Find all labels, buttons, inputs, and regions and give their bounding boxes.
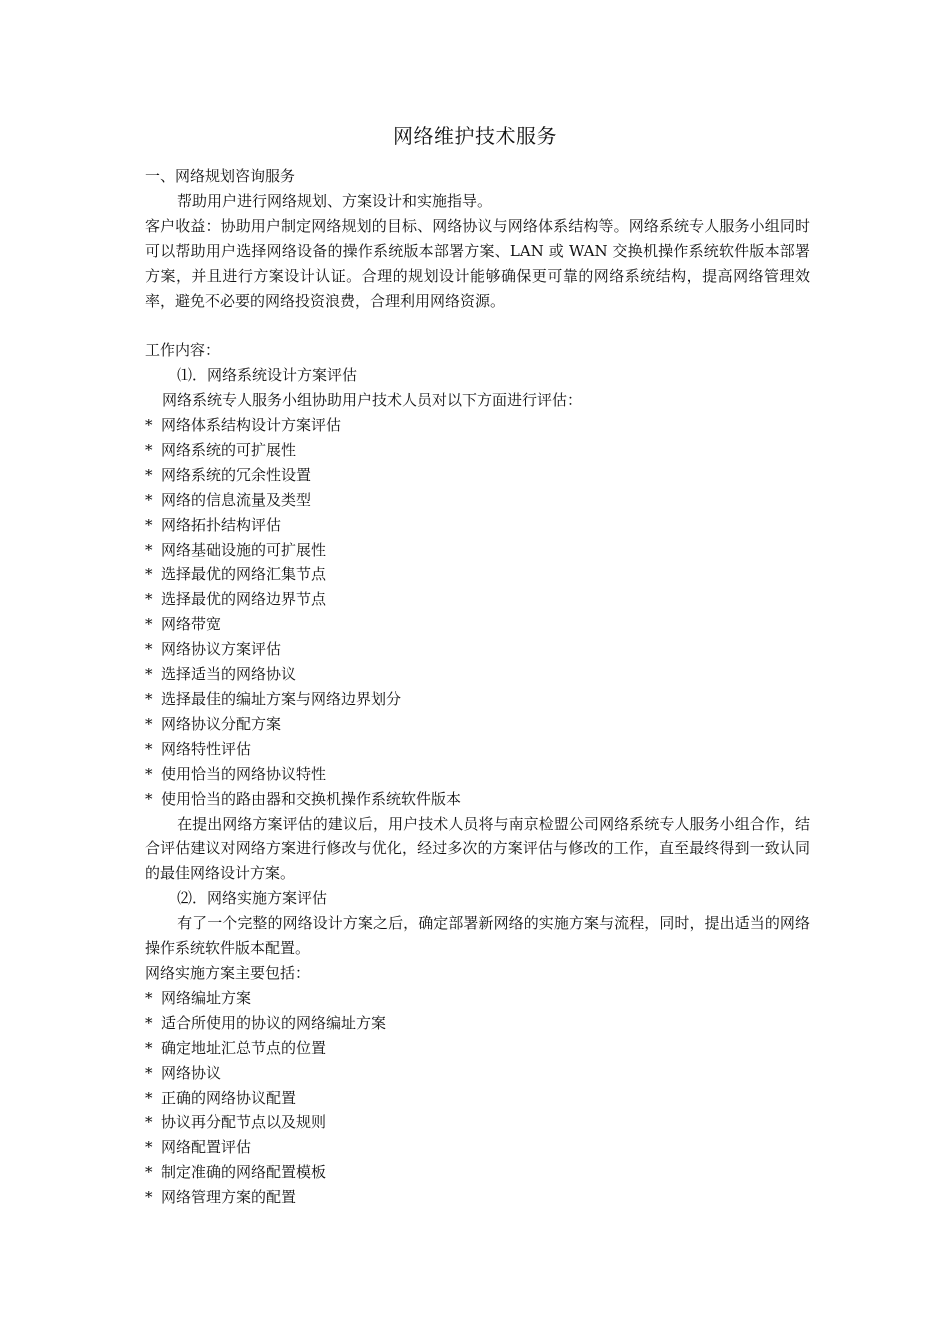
list-item-text: 协议再分配节点以及规则: [161, 1113, 327, 1132]
list-item-text: 选择最佳的编址方案与网络边界划分: [161, 690, 402, 709]
bullet-marker: *: [145, 640, 153, 659]
list-item: [145, 1011, 810, 1036]
bullet-marker: *: [145, 665, 153, 684]
bullet-marker: *: [145, 1088, 153, 1107]
part2-heading: ⑵．网络实施方案评估: [177, 889, 328, 908]
list-item-text: 使用恰当的路由器和交换机操作系统软件版本: [161, 789, 462, 808]
list-item-text: 网络配置评估: [161, 1138, 252, 1157]
list-item-text: 网络协议分配方案: [161, 714, 282, 733]
part1-heading: ⑴．网络系统设计方案评估: [177, 366, 358, 385]
part2-lead: 有了一个完整的网络设计方案之后，确定部署新网络的实施方案与流程，同时，提出适当的网络操作系统软件版本配置。: [145, 914, 810, 958]
list-item: [145, 1135, 810, 1160]
bullet-marker: *: [145, 1188, 153, 1207]
list-item-text: 网络管理方案的配置: [161, 1188, 297, 1207]
list-item: [145, 612, 810, 637]
list-item: [145, 687, 810, 712]
part2-list-label: 网络实施方案主要包括：: [145, 963, 311, 982]
bullet-marker: *: [145, 490, 153, 509]
list-item-text: 网络拓扑结构评估: [161, 515, 282, 534]
list-item: [145, 538, 810, 563]
bullet-marker: *: [145, 1113, 153, 1132]
list-item-text: 网络协议: [161, 1063, 222, 1082]
list-item: [145, 662, 810, 687]
bullet-marker: *: [145, 590, 153, 609]
bullet-marker: *: [145, 465, 153, 484]
list-item: [145, 1036, 810, 1061]
bullet-marker: *: [145, 988, 153, 1007]
document-body: [145, 164, 810, 1210]
customer-benefit-paragraph: 客户收益：协助用户制定网络规划的目标、网络协议与网络体系结构等。网络系统专人服务小组同时可以帮助用户选择网络设备的操作系统版本部署方案、LAN 或 WAN 交换机操作系统软件版本部署方案，并且进行方案设计认证。合理的规划设计能够确保更可靠的网络系统结构，提高网络管理效率，避免不必要的网络投资浪费，合理利用网络资源。: [145, 216, 810, 310]
list-item: [145, 488, 810, 513]
list-item: [145, 1086, 810, 1111]
list-item-text: 制定准确的网络配置模板: [161, 1163, 327, 1182]
list-item: [145, 562, 810, 587]
list-item-text: 网络特性评估: [161, 739, 252, 758]
bullet-marker: *: [145, 1038, 153, 1057]
list-item: [145, 1110, 810, 1135]
bullet-marker: *: [145, 764, 153, 783]
bullet-marker: *: [145, 1138, 153, 1157]
blank-line: [145, 313, 810, 338]
list-item: [145, 587, 810, 612]
bullet-marker: *: [145, 739, 153, 758]
list-item: [145, 513, 810, 538]
part1-lead: 网络系统专人服务小组协助用户技术人员对以下方面进行评估：: [162, 391, 583, 410]
bullet-marker: *: [145, 565, 153, 584]
list-item: [145, 637, 810, 662]
bullet-marker: *: [145, 540, 153, 559]
evaluation-list: [145, 413, 810, 812]
bullet-marker: *: [145, 1063, 153, 1082]
list-item-text: 网络系统的可扩展性: [161, 440, 297, 459]
document-title: 网络维护技术服务: [393, 124, 557, 148]
bullet-marker: *: [145, 615, 153, 634]
bullet-marker: *: [145, 714, 153, 733]
list-item: [145, 1185, 810, 1210]
list-item: [145, 413, 810, 438]
list-item: [145, 986, 810, 1011]
section-heading: 一、网络规划咨询服务: [145, 167, 296, 185]
work-content-label: 工作内容：: [145, 341, 221, 360]
list-item-text: 确定地址汇总节点的位置: [161, 1038, 327, 1057]
list-item-text: 网络编址方案: [161, 988, 252, 1007]
list-item-text: 选择最优的网络汇集节点: [161, 565, 327, 584]
bullet-marker: *: [145, 1163, 153, 1182]
list-item: [145, 762, 810, 787]
bullet-marker: *: [145, 690, 153, 709]
list-item-text: 正确的网络协议配置: [161, 1088, 297, 1107]
list-item: [145, 463, 810, 488]
list-item-text: 网络协议方案评估: [161, 640, 282, 659]
bullet-marker: *: [145, 1013, 153, 1032]
list-item-text: 网络的信息流量及类型: [161, 490, 312, 509]
part1-conclusion: 在提出网络方案评估的建议后，用户技术人员将与南京检盟公司网络系统专人服务小组合作，结合评估建议对网络方案进行修改与优化，经过多次的方案评估与修改的工作，直至最终得到一致认同的最佳网络设计方案。: [145, 814, 810, 883]
list-item-text: 选择最优的网络边界节点: [161, 590, 327, 609]
list-item: [145, 737, 810, 762]
list-item: [145, 787, 810, 812]
list-item-text: 使用恰当的网络协议特性: [161, 764, 327, 783]
list-item-text: 网络基础设施的可扩展性: [161, 540, 327, 559]
list-item-text: 网络系统的冗余性设置: [161, 465, 312, 484]
section-intro: 帮助用户进行网络规划、方案设计和实施指导。: [177, 191, 493, 210]
implementation-list: [145, 986, 810, 1210]
bullet-marker: *: [145, 416, 153, 435]
list-item-text: 选择适当的网络协议: [161, 665, 297, 684]
bullet-marker: *: [145, 515, 153, 534]
list-item: [145, 712, 810, 737]
list-item: [145, 1061, 810, 1086]
bullet-marker: *: [145, 440, 153, 459]
list-item-text: 适合所使用的协议的网络编址方案: [161, 1013, 387, 1032]
list-item: [145, 1160, 810, 1185]
list-item: [145, 438, 810, 463]
list-item-text: 网络带宽: [161, 615, 222, 634]
list-item-text: 网络体系结构设计方案评估: [161, 416, 342, 435]
bullet-marker: *: [145, 789, 153, 808]
